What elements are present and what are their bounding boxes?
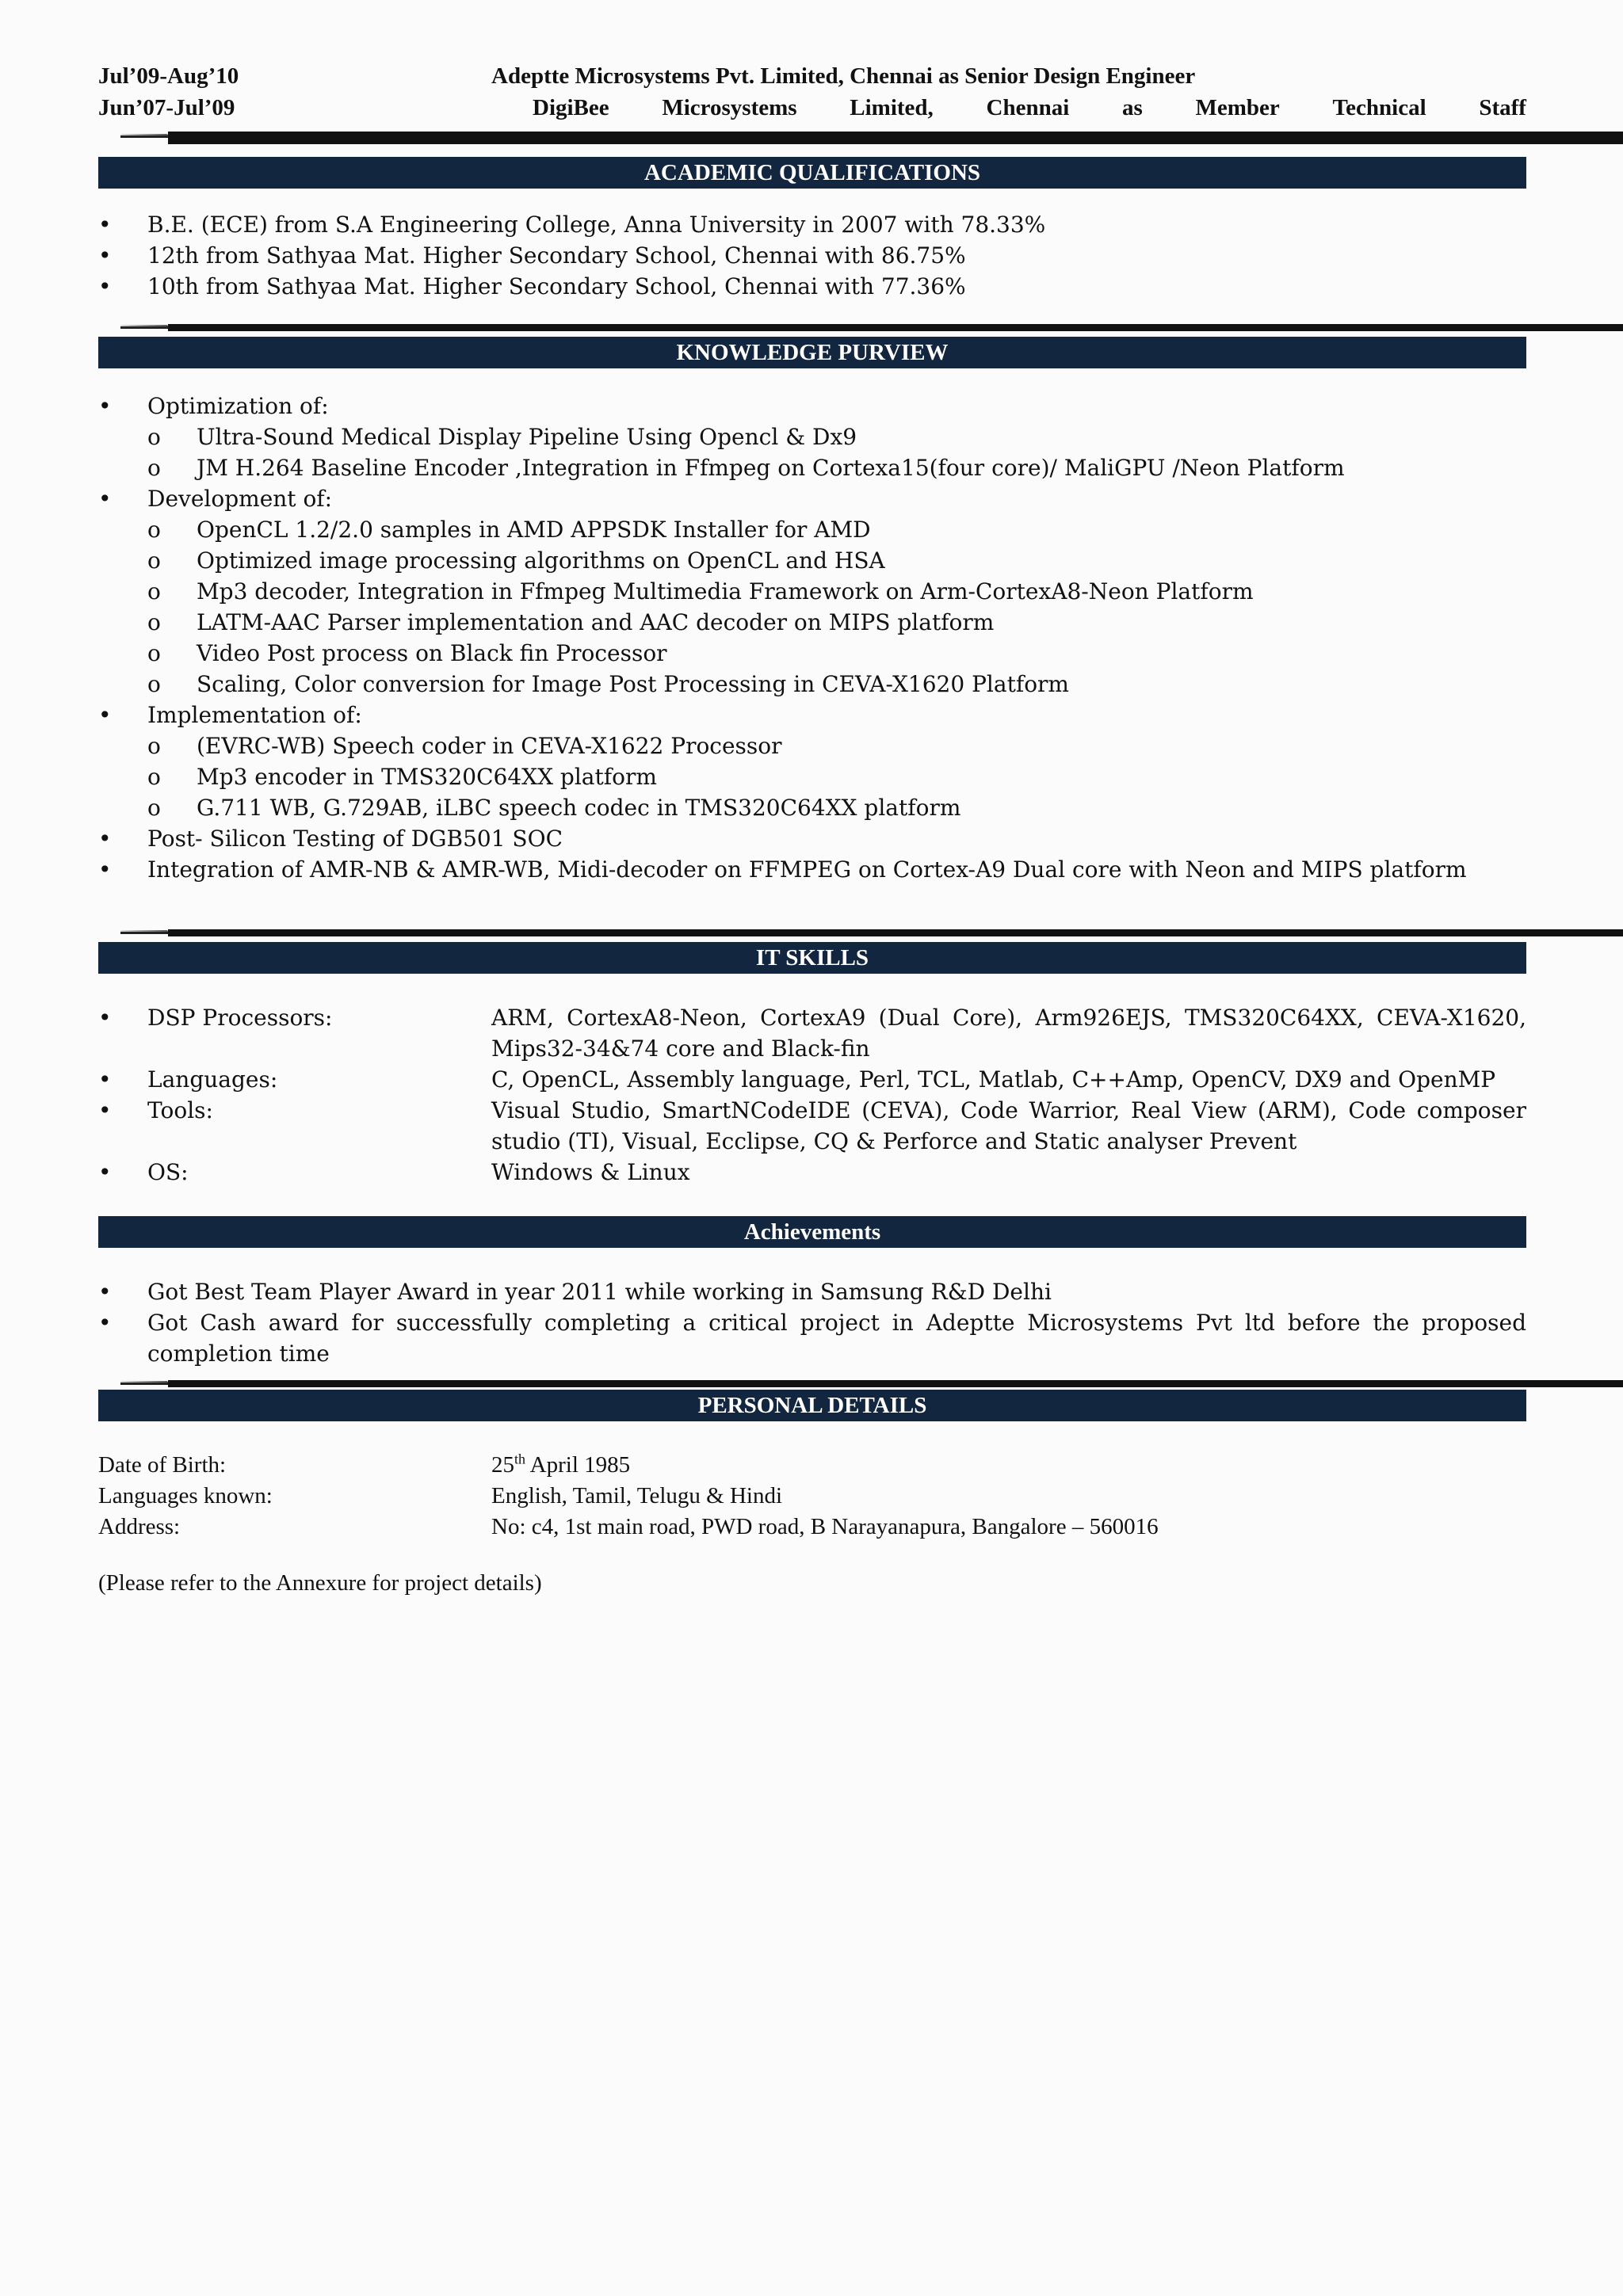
personal-section-header: PERSONAL DETAILS bbox=[98, 1390, 1526, 1421]
employment-word: Technical bbox=[1332, 95, 1426, 120]
employment-description: Adeptte Microsystems Pvt. Limited, Chennai as Senior Design Engineer bbox=[491, 63, 1196, 89]
list-item: • Got Cash award for successfully completing a critical project in Adeptte Microsystems Pvt ltd before the proposed completion time bbox=[98, 1307, 1526, 1369]
list-item: • B.E. (ECE) from S.A Engineering College, Anna University in 2007 with 78.33% bbox=[98, 209, 1526, 240]
employment-word: DigiBee bbox=[533, 95, 609, 120]
personal-details bbox=[98, 1450, 1526, 1599]
sub-list-item: o (EVRC-WB) Speech coder in CEVA-X1622 Processor bbox=[147, 730, 1526, 761]
sub-list-item: o Mp3 decoder, Integration in Ffmpeg Multimedia Framework on Arm-CortexA8-Neon Platform bbox=[147, 576, 1526, 607]
employment-word: Microsystems bbox=[662, 95, 797, 120]
languages-label: Languages known: bbox=[98, 1483, 273, 1508]
employment-word: Chennai bbox=[986, 95, 1070, 120]
list-item: • Post- Silicon Testing of DGB501 SOC bbox=[98, 823, 1526, 854]
skill-key: • DSP Processors: bbox=[147, 1005, 333, 1031]
sub-list bbox=[147, 514, 1526, 700]
address-row bbox=[98, 1512, 1526, 1543]
skill-value: Visual Studio, SmartNCodeIDE (CEVA), Code Warrior, Real View (ARM), Code composer studio (TI), Visual, Ecclipse, CQ & Perforce and Static analyser Prevent bbox=[491, 1097, 1526, 1154]
address-label: Address: bbox=[98, 1514, 181, 1539]
sub-list-item: o LATM-AAC Parser implementation and AAC decoder on MIPS platform bbox=[147, 607, 1526, 638]
skill-row bbox=[98, 1002, 1526, 1064]
skill-value: Windows & Linux bbox=[491, 1159, 690, 1185]
employment-row bbox=[98, 60, 1526, 92]
sub-list-item: o Ultra-Sound Medical Display Pipeline Using Opencl & Dx9 bbox=[147, 421, 1526, 452]
achievements-section-header: Achievements bbox=[98, 1216, 1526, 1248]
group-label: Implementation of: bbox=[147, 702, 362, 728]
employment-description bbox=[491, 92, 1526, 124]
list-item bbox=[98, 391, 1526, 483]
employment-row bbox=[98, 92, 1526, 124]
achievements-list bbox=[98, 1276, 1526, 1369]
knowledge-list bbox=[98, 391, 1526, 885]
skill-key: • Languages: bbox=[147, 1066, 278, 1093]
dob-rest: April 1985 bbox=[525, 1452, 631, 1478]
dob-day: 25 bbox=[491, 1452, 514, 1478]
annexure-note: (Please refer to the Annexure for project details) bbox=[98, 1570, 542, 1596]
divider-rule bbox=[120, 321, 1623, 334]
skill-row bbox=[98, 1064, 1526, 1095]
employment-word: Limited, bbox=[850, 95, 934, 120]
sub-list-item: o G.711 WB, G.729AB, iLBC speech codec in TMS320C64XX platform bbox=[147, 792, 1526, 823]
dob-label: Date of Birth: bbox=[98, 1452, 227, 1478]
list-item: • 10th from Sathyaa Mat. Higher Secondary School, Chennai with 77.36% bbox=[98, 271, 1526, 302]
sub-list-item: o OpenCL 1.2/2.0 samples in AMD APPSDK Installer for AMD bbox=[147, 514, 1526, 545]
address-value: No: c4, 1st main road, PWD road, B Narayanapura, Bangalore – 560016 bbox=[491, 1514, 1159, 1539]
skill-value: ARM, CortexA8-Neon, CortexA9 (Dual Core), Arm926EJS, TMS320C64XX, CEVA-X1620, Mips32-34&74 core and Black-fin bbox=[491, 1005, 1526, 1062]
sub-list-item: o JM H.264 Baseline Encoder ,Integration in Ffmpeg on Cortexa15(four core)/ MaliGPU /Neon Platform bbox=[147, 452, 1526, 483]
languages-row bbox=[98, 1481, 1526, 1512]
academic-section-header: ACADEMIC QUALIFICATIONS bbox=[98, 157, 1526, 189]
sub-list-item: o Scaling, Color conversion for Image Post Processing in CEVA-X1620 Platform bbox=[147, 669, 1526, 700]
employment-word: as bbox=[1121, 95, 1143, 120]
sub-list-item: o Mp3 encoder in TMS320C64XX platform bbox=[147, 761, 1526, 792]
skill-row bbox=[98, 1095, 1526, 1157]
list-item: • 12th from Sathyaa Mat. Higher Secondary School, Chennai with 86.75% bbox=[98, 240, 1526, 271]
list-item bbox=[98, 700, 1526, 823]
divider-rule bbox=[120, 926, 1623, 939]
list-item: • Got Best Team Player Award in year 2011 while working in Samsung R&D Delhi bbox=[98, 1276, 1526, 1307]
group-label: Optimization of: bbox=[147, 393, 329, 419]
it-skills-list bbox=[98, 1002, 1526, 1188]
dob-row bbox=[98, 1450, 1526, 1481]
knowledge-section-header: KNOWLEDGE PURVIEW bbox=[98, 337, 1526, 368]
employment-dates: Jun’07-Jul’09 bbox=[98, 95, 235, 120]
languages-value: English, Tamil, Telugu & Hindi bbox=[491, 1483, 783, 1508]
employment-word: Staff bbox=[1479, 95, 1526, 120]
dob-value bbox=[491, 1450, 630, 1481]
academic-list bbox=[98, 209, 1526, 302]
divider-rule bbox=[120, 1377, 1623, 1390]
list-item bbox=[98, 483, 1526, 700]
skill-row bbox=[98, 1157, 1526, 1188]
skill-key: • OS: bbox=[147, 1159, 189, 1185]
list-item: • Integration of AMR-NB & AMR-WB, Midi-decoder on FFMPEG on Cortex-A9 Dual core with Neon and MIPS platform bbox=[98, 854, 1526, 885]
employment-word: Member bbox=[1195, 95, 1280, 120]
sub-list-item: o Optimized image processing algorithms on OpenCL and HSA bbox=[147, 545, 1526, 576]
group-label: Development of: bbox=[147, 486, 333, 512]
employment-dates: Jul’09-Aug’10 bbox=[98, 63, 239, 89]
sub-list bbox=[147, 730, 1526, 823]
skill-key: • Tools: bbox=[147, 1097, 213, 1123]
dob-suffix: th bbox=[514, 1451, 526, 1467]
resume-page bbox=[98, 60, 1526, 1599]
divider-rule bbox=[120, 130, 1623, 146]
skill-value: C, OpenCL, Assembly language, Perl, TCL, Matlab, C++Amp, OpenCV, DX9 and OpenMP bbox=[491, 1066, 1496, 1093]
it-skills-section-header: IT SKILLS bbox=[98, 942, 1526, 974]
sub-list-item: o Video Post process on Black fin Processor bbox=[147, 638, 1526, 669]
sub-list bbox=[147, 421, 1526, 483]
